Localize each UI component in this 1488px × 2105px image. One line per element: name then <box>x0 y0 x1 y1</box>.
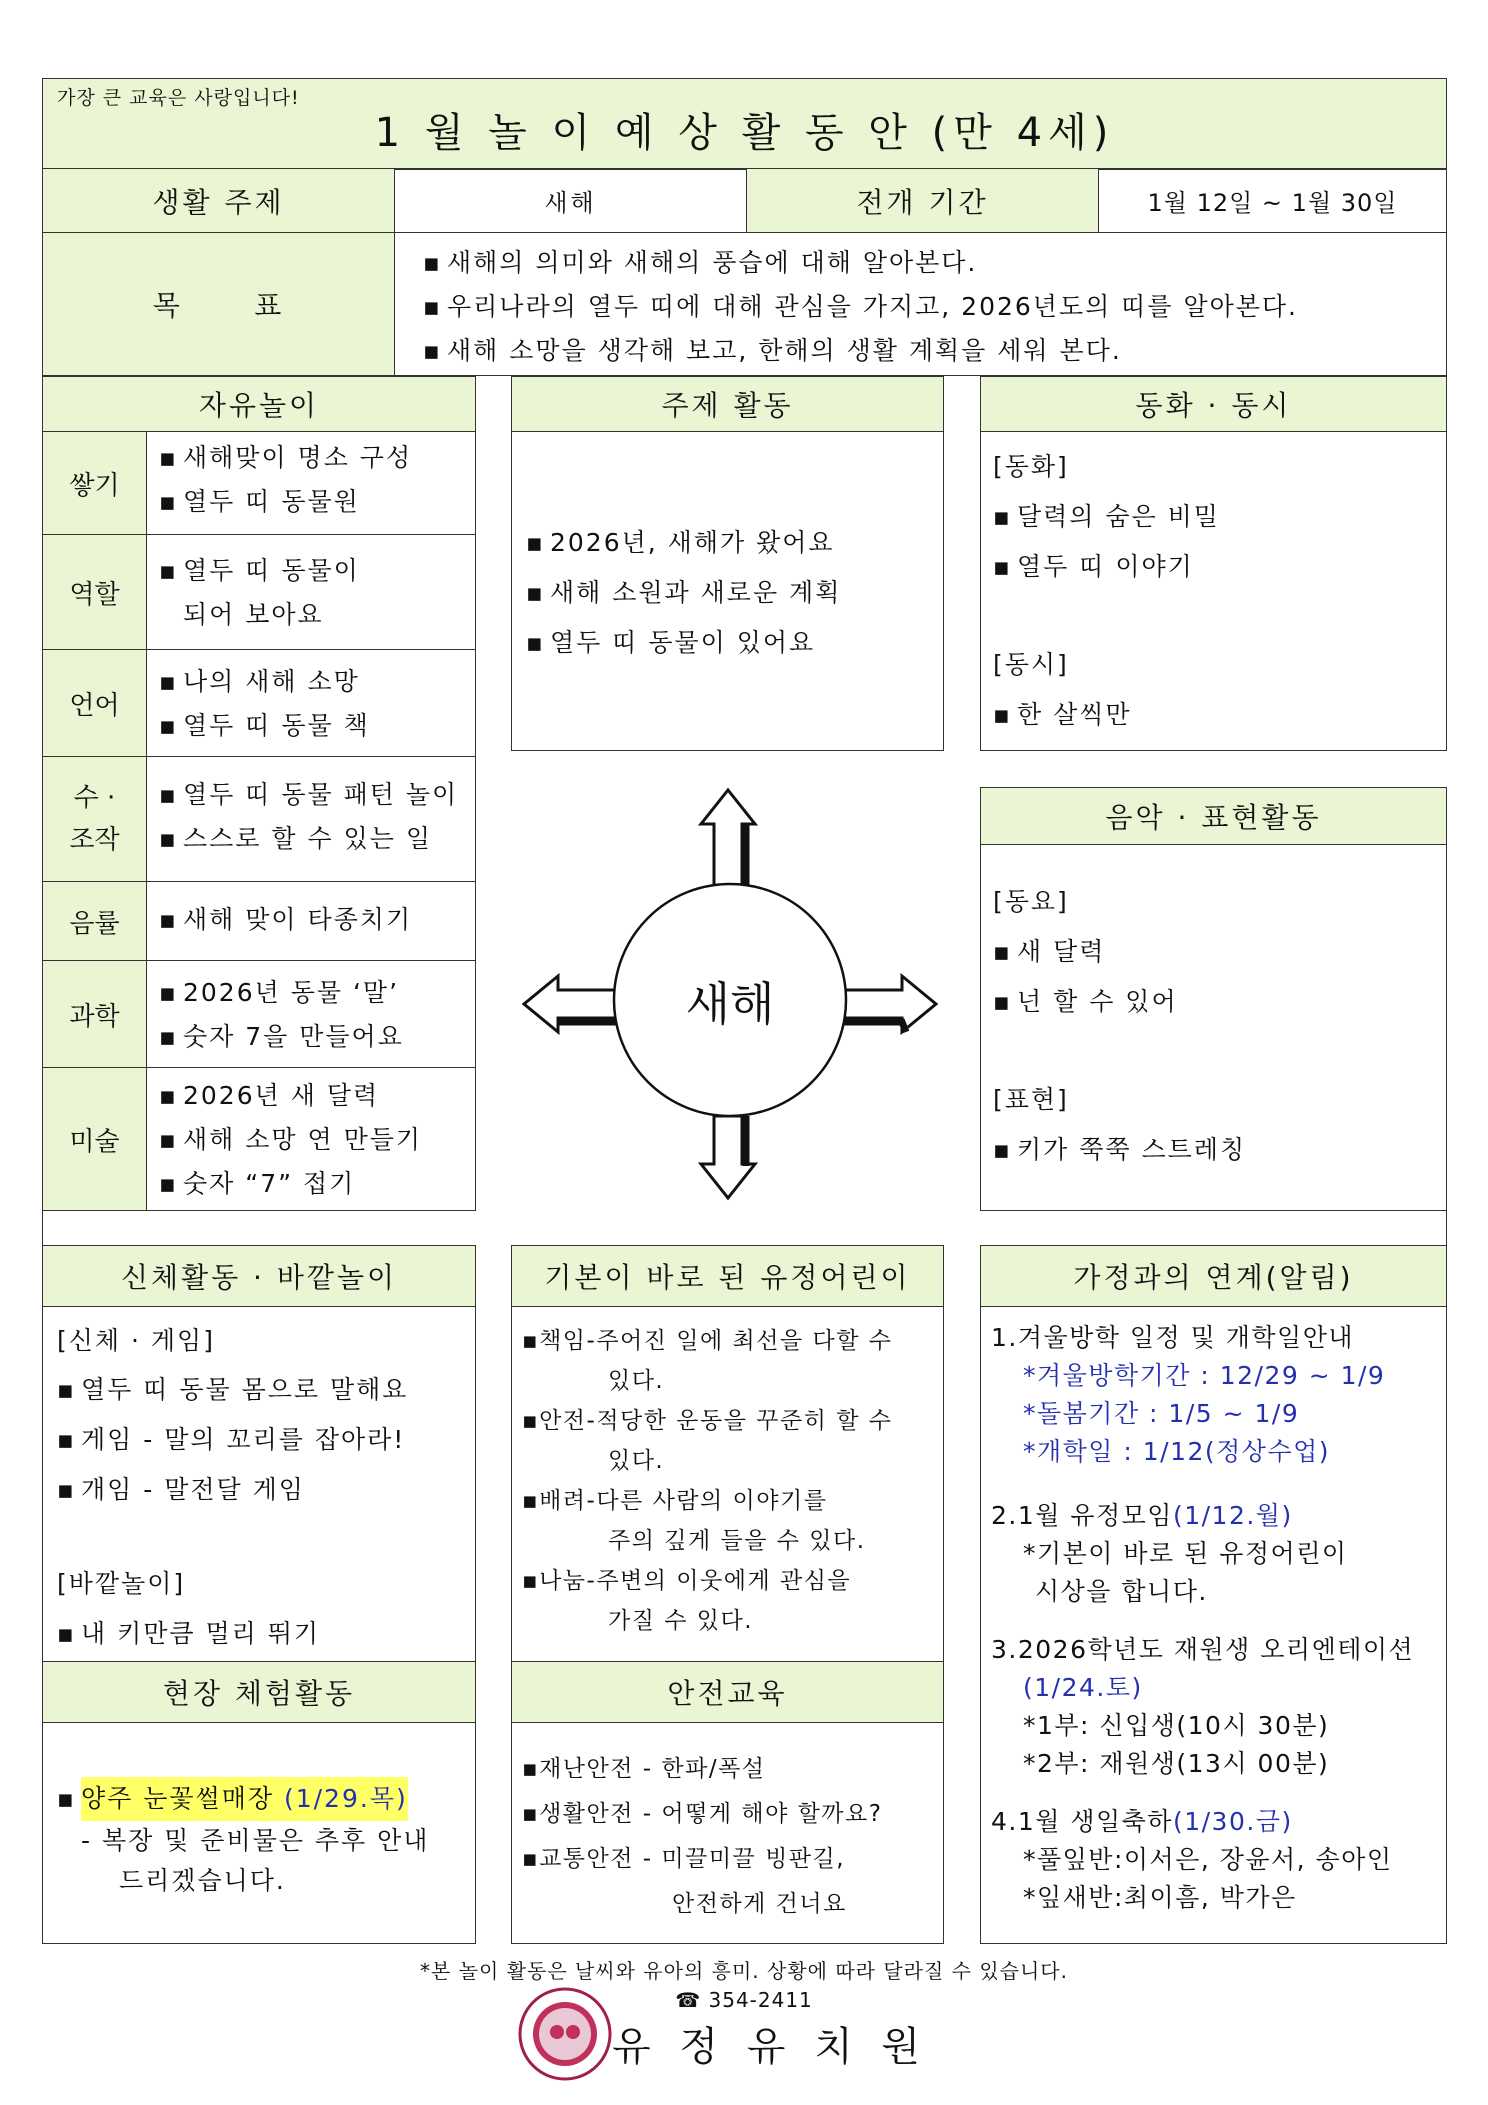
free-play-items: ▪ 새해 맞이 타종치기 <box>146 881 476 961</box>
period-label: 전개 기간 <box>746 168 1099 233</box>
home-header: 가정과의 연계(알림) <box>980 1245 1447 1307</box>
stories-box: [동화] ▪ 달력의 숨은 비밀 ▪ 열두 띠 이야기 [동시] ▪ 한 살씩만 <box>980 431 1447 751</box>
goal-box <box>394 232 1447 376</box>
field-date: (1/29.목) <box>283 1784 408 1813</box>
free-play-items: ▪ 열두 띠 동물 패턴 놀이 ▪ 스스로 할 수 있는 일 <box>146 756 476 882</box>
period-value: 1월 12일 ~ 1월 30일 <box>1098 168 1447 233</box>
center-label: 새해 <box>685 977 775 1031</box>
theme-activity-box: ▪ 2026년, 새해가 왔어요 ▪ 새해 소원과 새로운 계획 ▪ 열두 띠 동물이 있어요 <box>511 431 944 751</box>
safety-header: 안전교육 <box>511 1661 944 1723</box>
footer-phone: ☎ 354-2411 <box>675 1988 813 2012</box>
header-box <box>42 78 1447 170</box>
free-play-cat: 쌓기 <box>42 431 147 535</box>
theme-value: 새해 <box>394 168 747 233</box>
goal-item: ▪ 새해 소망을 생각해 보고, 한해의 생활 계획을 세워 본다. <box>423 336 1122 365</box>
school-name: 유 정 유 치 원 <box>612 2024 929 2070</box>
free-play-cat: 음률 <box>42 881 147 961</box>
motto: 가장 큰 교육은 사랑입니다! <box>57 87 300 109</box>
free-play-cat: 언어 <box>42 649 147 757</box>
home-box: 1.겨울방학 일정 및 개학일안내 *겨울방학기간 : 12/29 ~ 1/9 *돌봄기간 : 1/5 ~ 1/9 *개학일 : 1/12(정상수업) 2.1월 유정모임(1/12.월) *기본이 바로 된 유정어린이 시상을 합니다. 3.2026학년도 재원생 오리엔테이션 (1/24.토) *1부: 신입생(10시 30분) *2부: 재원생(13시 00분) 4.1월 생일축하(1/30.금) *풀잎반:이서은, 장윤서, 송아인 *잎새반:최이흠, 박가은 <box>980 1306 1447 1944</box>
field-header: 현장 체험활동 <box>42 1661 476 1723</box>
goal-item: ▪ 우리나라의 열두 띠에 대해 관심을 가지고, 2026년도의 띠를 알아본다. <box>423 292 1298 321</box>
music-header: 음악 · 표현활동 <box>980 787 1447 845</box>
physical-header: 신체활동 · 바깥놀이 <box>42 1245 476 1307</box>
music-box: [동요] ▪ 새 달력 ▪ 넌 할 수 있어 [표현] ▪ 키가 쭉쭉 스트레칭 <box>980 844 1447 1211</box>
free-play-items: ▪ 나의 새해 소망 ▪ 열두 띠 동물 책 <box>146 649 476 757</box>
free-play-cat: 미술 <box>42 1067 147 1211</box>
school-logo <box>517 1986 613 2082</box>
field-place: 양주 눈꽃썰매장 <box>81 1784 284 1813</box>
free-play-items: ▪ 2026년 새 달력 ▪ 새해 소망 연 만들기 ▪ 숫자 “7” 접기 <box>146 1067 476 1211</box>
goal-label: 목 표 <box>42 232 395 376</box>
outer-frame <box>42 1210 1447 1246</box>
stories-header: 동화 · 동시 <box>980 376 1447 432</box>
page-title: 1 월 놀 이 예 상 활 동 안 (만 4세) <box>374 110 1115 156</box>
physical-box: [신체 · 게임] ▪ 열두 띠 동물 몸으로 말해요 ▪ 게임 - 말의 꼬리를 잡아라! ▪ 개임 - 말전달 게임 [바깥놀이] ▪ 내 키만큼 멀리 뛰기 <box>42 1306 476 1662</box>
theme-label: 생활 주제 <box>42 168 395 233</box>
free-play-cat: 역할 <box>42 534 147 650</box>
free-play-items: ▪ 2026년 동물 ‘말’ ▪ 숫자 7을 만들어요 <box>146 960 476 1068</box>
safety-box: ▪재난안전 - 한파/폭설 ▪생활안전 - 어떻게 해야 할까요? ▪교통안전 - 미끌미끌 빙판길, 안전하게 건너요 <box>511 1722 944 1944</box>
theme-activity-header: 주제 활동 <box>511 376 944 432</box>
field-box: ▪ 양주 눈꽃썰매장 (1/29.목) - 복장 및 준비물은 추후 안내 드리겠습니다. <box>42 1722 476 1944</box>
free-play-items: ▪ 열두 띠 동물이 되어 보아요 <box>146 534 476 650</box>
footer-note: *본 놀이 활동은 날씨와 유아의 흥미. 상황에 따라 달라질 수 있습니다. <box>420 1959 1068 1983</box>
free-play-cat: 수 · 조작 <box>42 756 147 882</box>
free-play-items: ▪ 새해맞이 명소 구성 ▪ 열두 띠 동물원 <box>146 431 476 535</box>
free-play-cat: 과학 <box>42 960 147 1068</box>
goal-item: ▪ 새해의 의미와 새해의 풍습에 대해 알아본다. <box>423 248 978 277</box>
basics-header: 기본이 바로 된 유정어린이 <box>511 1245 944 1307</box>
basics-box: ▪책임-주어진 일에 최선을 다할 수 있다. ▪안전-적당한 운동을 꾸준히 할 수 있다. ▪배려-다른 사람의 이야기를 주의 깊게 들을 수 있다. ▪나눔-주변의 이웃에게 관심을 가질 수 있다. <box>511 1306 944 1662</box>
free-play-header: 자유놀이 <box>42 376 476 432</box>
